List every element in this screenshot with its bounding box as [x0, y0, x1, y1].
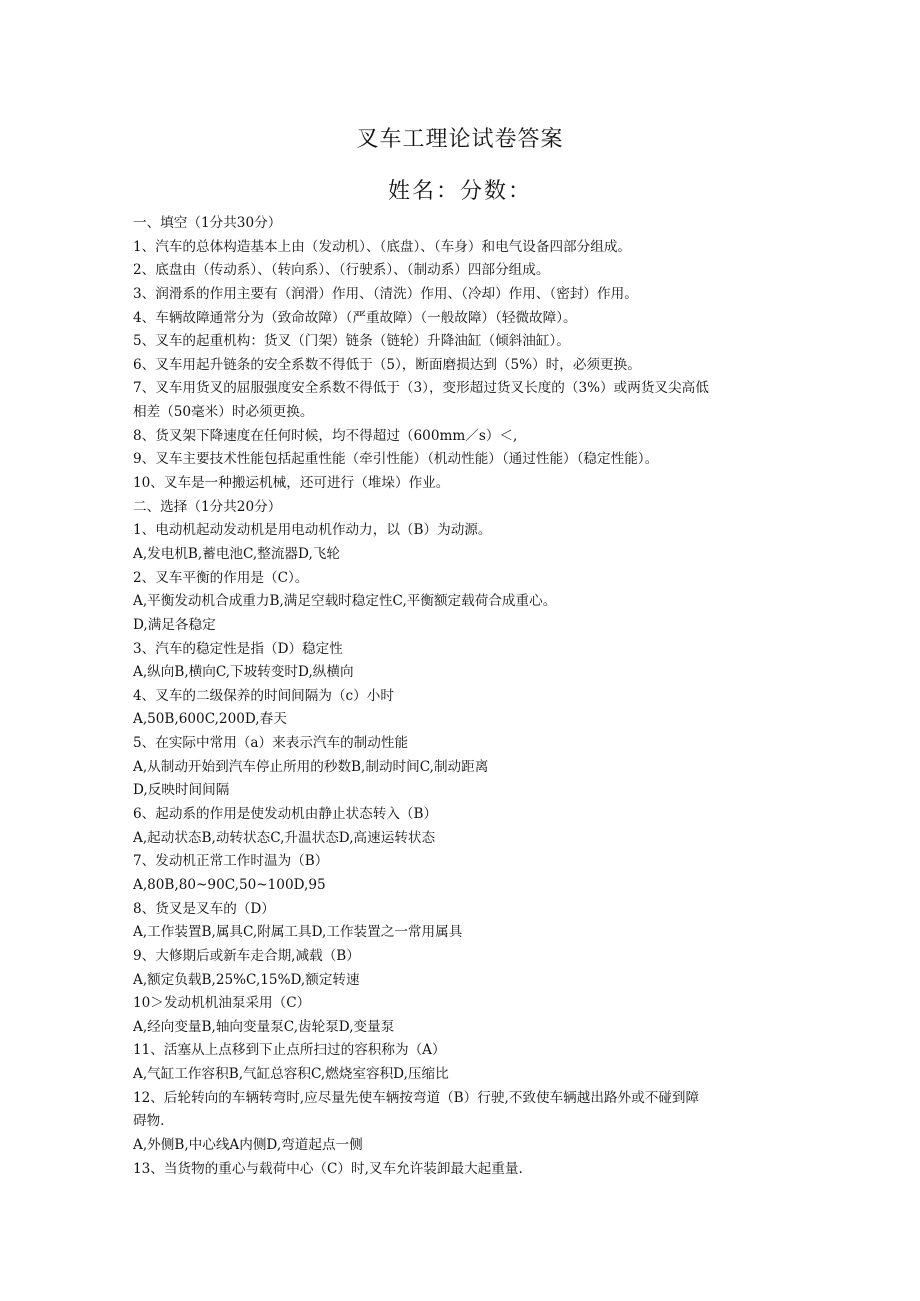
- text-line: A,额定负载B,25%C,15%D,额定转速: [133, 971, 360, 988]
- text-line: A,外侧B,中心线A内侧D,弯道起点一侧: [133, 1136, 363, 1153]
- text-line: 7、叉车用货叉的屈服强度安全系数不得低于（3），变形超过货叉长度的（3%）或两货叉尖高低: [133, 380, 709, 397]
- text-line: 11、活塞从上点移到下止点所扫过的容积称为（A）: [133, 1042, 446, 1059]
- text-line: 4、叉车的二级保养的时间间隔为（c）小时: [133, 687, 394, 704]
- name-score-line: 姓名：分数：: [387, 179, 532, 204]
- text-line: 5、叉车的起重机构：货叉（门架）链条（链轮）升降油缸（倾斜油缸）。: [133, 333, 570, 350]
- text-line: A,平衡发动机合成重力B,满足空载时稳定性C,平衡额定载荷合成重心。: [133, 593, 557, 610]
- text-line: 6、起动系的作用是使发动机由静止状态转入（B）: [133, 806, 438, 823]
- text-line: 一、填空（1分共30分）: [133, 215, 282, 231]
- text-line: 10、叉车是一种搬运机械，还可进行（堆垛）作业。: [133, 475, 450, 492]
- text-line: A,80B,80~90C,50~100D,95: [133, 876, 326, 893]
- text-line: 9、大修期后或新车走合期,减载（B）: [133, 947, 360, 964]
- text-line: 3、润滑系的作用主要有（润滑）作用、（清洗）作用、（冷却）作用、（密封）作用。: [133, 285, 638, 302]
- text-line: A,起动状态B,动转状态C,升温状态D,高速运转状态: [133, 829, 436, 846]
- text-line: 相差（50毫米）时必须更换。: [133, 404, 314, 421]
- text-line: 2、底盘由（传动系）、（转向系）、（行驶系）、（制动系）四部分组成。: [133, 262, 550, 279]
- text-line: 9、叉车主要技术性能包括起重性能（牵引性能）（机动性能）（通过性能）（稳定性能）。: [133, 451, 659, 468]
- text-line: 8、货叉是叉车的（D）: [133, 900, 275, 917]
- text-line: 7、发动机正常工作时温为（B）: [133, 853, 329, 870]
- text-line: 1、电动机起动发动机是用电动机作动力，以（B）为动源。: [133, 522, 492, 539]
- text-line: A,纵向B,横向C,下坡转变时D,纵横向: [133, 664, 354, 681]
- text-line: 8、货叉架下降速度在任何时候，均不得超过（600mm／s）＜,: [133, 427, 518, 444]
- text-line: A,50B,600C,200D,春天: [133, 711, 287, 728]
- text-line: 3、汽车的稳定性是指（D）稳定性: [133, 640, 343, 657]
- text-line: D,满足各稳定: [133, 616, 216, 633]
- text-line: 12、后轮转向的车辆转弯时,应尽量先使车辆按弯道（B）行驶,不致使车辆越出路外或不碰到障: [133, 1089, 700, 1106]
- text-line: 2、叉车平衡的作用是（C）。: [133, 569, 309, 586]
- text-line: 二、选择（1分共20分）: [133, 498, 282, 515]
- document-body: [133, 212, 783, 1181]
- text-line: 13、当货物的重心与载荷中心（C）时,叉车允许装卸最大起重量.: [133, 1160, 523, 1177]
- document-title: 叉车工理论试卷答案: [356, 127, 564, 152]
- text-line: 6、叉车用起升链条的安全系数不得低于（5），断面磨损达到（5%）时，必须更换。: [133, 356, 641, 373]
- text-line: A,从制动开始到汽车停止所用的秒数B,制动时间C,制动距离: [133, 758, 489, 775]
- text-line: 4、车辆故障通常分为（致命故障）（严重故障）（一般故障）（轻微故障）。: [133, 309, 577, 326]
- text-line: 5、在实际中常用（a）来表示汽车的制动性能: [133, 735, 409, 752]
- text-line: A,经向变量B,轴向变量泵C,齿轮泵D,变量泵: [133, 1018, 395, 1035]
- text-line: 1、汽车的总体构造基本上由（发动机）、（底盘）、（车身）和电气设备四部分组成。: [133, 238, 632, 255]
- text-line: D,反映时间间隔: [133, 782, 230, 799]
- text-line: 碍物.: [133, 1113, 165, 1130]
- text-line: A,气缸工作容积B,气缸总容积C,燃烧室容积D,压缩比: [133, 1066, 449, 1083]
- text-line: 10＞发动机机油泵采用（C）: [133, 995, 311, 1012]
- text-line: A,发电机B,蓄电池C,整流器D,飞轮: [133, 545, 340, 562]
- text-line: A,工作装置B,属具C,附属工具D,工作装置之一常用属具: [133, 924, 463, 941]
